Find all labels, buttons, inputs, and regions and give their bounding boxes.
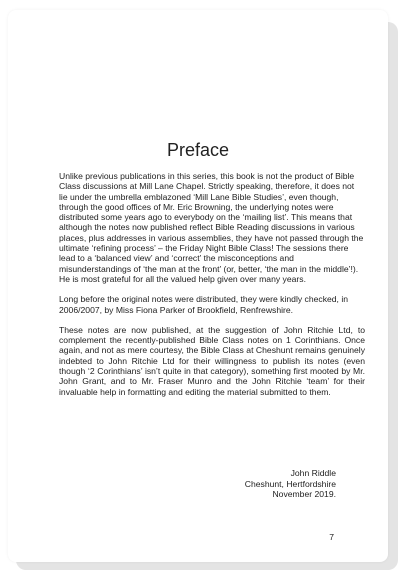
paragraph: These notes are now published, at the suggestion of John Ritchie Ltd, to complement the recently-published Bible Class notes on 1 Corinthians. Once again, and not as mere courtesy, the Bible Class at Cheshunt remains genuinely indebted to John Ritchie Ltd for their willingness to publish its notes (even though ‘2 Corinthians’ isn’t quite in that category), something first mooted by Mr. John Grant, and to Mr. Fraser Munro and the John Ritchie ‘team’ for their invaluable help in formatting and editing the material submitted to them. [59,324,365,397]
author-name: John Riddle [290,468,336,478]
paragraph: Long before the original notes were distributed, they were kindly checked, in 2006/2007, by Miss Fiona Parker of Brookfield, Renfrewshire. [59,294,349,315]
preface-body [59,171,365,407]
document-page [8,10,388,562]
page-number: 7 [329,532,334,542]
author-place: Cheshunt, Hertfordshire [244,478,336,489]
page-title: Preface [166,140,230,160]
signature-block [245,468,336,500]
paragraph: Unlike previous publications in this series, this book is not the product of Bible Class discussions at Mill Lane Chapel. Strictly speaking, therefore, it does not lie under the umbrella emblazoned ‘Mill Lane Bible Studies’, even though, through the good offices of Mr. Eric Browning, the underlying notes were distributed some years ago to everybody on the ‘mailing list’. This means that although the notes now published reflect Bible Reading discussions in various places, plus addresses in various assemblies, they have not passed through the ultimate ‘refining process’ – the Friday Night Bible Class! The sessions there lead to a ‘balanced view’ and ‘correct’ the misconceptions and misunderstandings of ‘the man at the front’ (or, better, ‘the man in the middle’!). He is most grateful for all the valued help given over many years. [59,171,364,284]
signature-date: November 2019. [272,489,336,500]
